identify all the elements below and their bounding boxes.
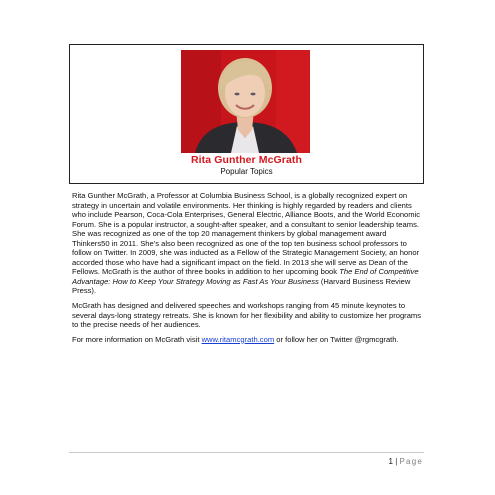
profile-name: Rita Gunther McGrath: [190, 154, 303, 166]
portrait-illustration: [181, 50, 310, 153]
bio-paragraph-3: [72, 335, 424, 345]
footer-divider: [69, 452, 424, 453]
bio-paragraph-3-text: For more information on McGrath visit: [72, 334, 202, 344]
bio-paragraph-2: McGrath has designed and delivered speeches and workshops ranging from 45 minute keynotes to several days-long strategy retreats. She is known for her flexibility and ability to customize her programs to the precise needs of her audiences.: [72, 301, 422, 330]
profile-subtitle: Popular Topics: [220, 167, 273, 176]
website-link[interactable]: www.ritamcgrath.com: [201, 334, 275, 344]
header-box: [69, 44, 424, 184]
page-label: Page: [399, 457, 423, 466]
bio-paragraph-1-end: (Harvard Business Review Press).: [72, 276, 411, 296]
portrait-photo: [181, 50, 310, 153]
bio-section: [72, 191, 424, 349]
bio-paragraph-1: [72, 191, 424, 296]
page-footer: [389, 457, 423, 466]
bio-paragraph-3-end: or follow her on Twitter @rgmcgrath.: [274, 334, 399, 344]
page-number: 1: [388, 457, 393, 466]
book-title: The End of Competitive Advantage: How to Keep Your Strategy Moving as Fast As Your Business: [72, 267, 419, 286]
footer-separator: |: [392, 457, 400, 466]
bio-paragraph-1-text: Rita Gunther McGrath, a Professor at Columbia Business School, is a globally recognized expert on strategy in uncertain and volatile environments. Her thinking is highly regarded by readers and clients who include Pearson, Coca-Cola Enterprises, General Electric, Alliance Boots, and the World Economic Forum. She is a popular instructor, a sought-after speaker, and a consultant to senior leadership teams. She was recognized as one of the top 20 management thinkers by global management award Thinkers50 in 2011. She's also been recognized as one of the top ten business school professors to follow on Twitter. In 2009, she was inducted as a Fellow of the Strategic Management Society, an honor accorded those who have had a significant impact on the field. In 2013 she will serve as Dean of the Fellows. McGrath is the author of three books in addition to her upcoming book: [72, 191, 421, 277]
